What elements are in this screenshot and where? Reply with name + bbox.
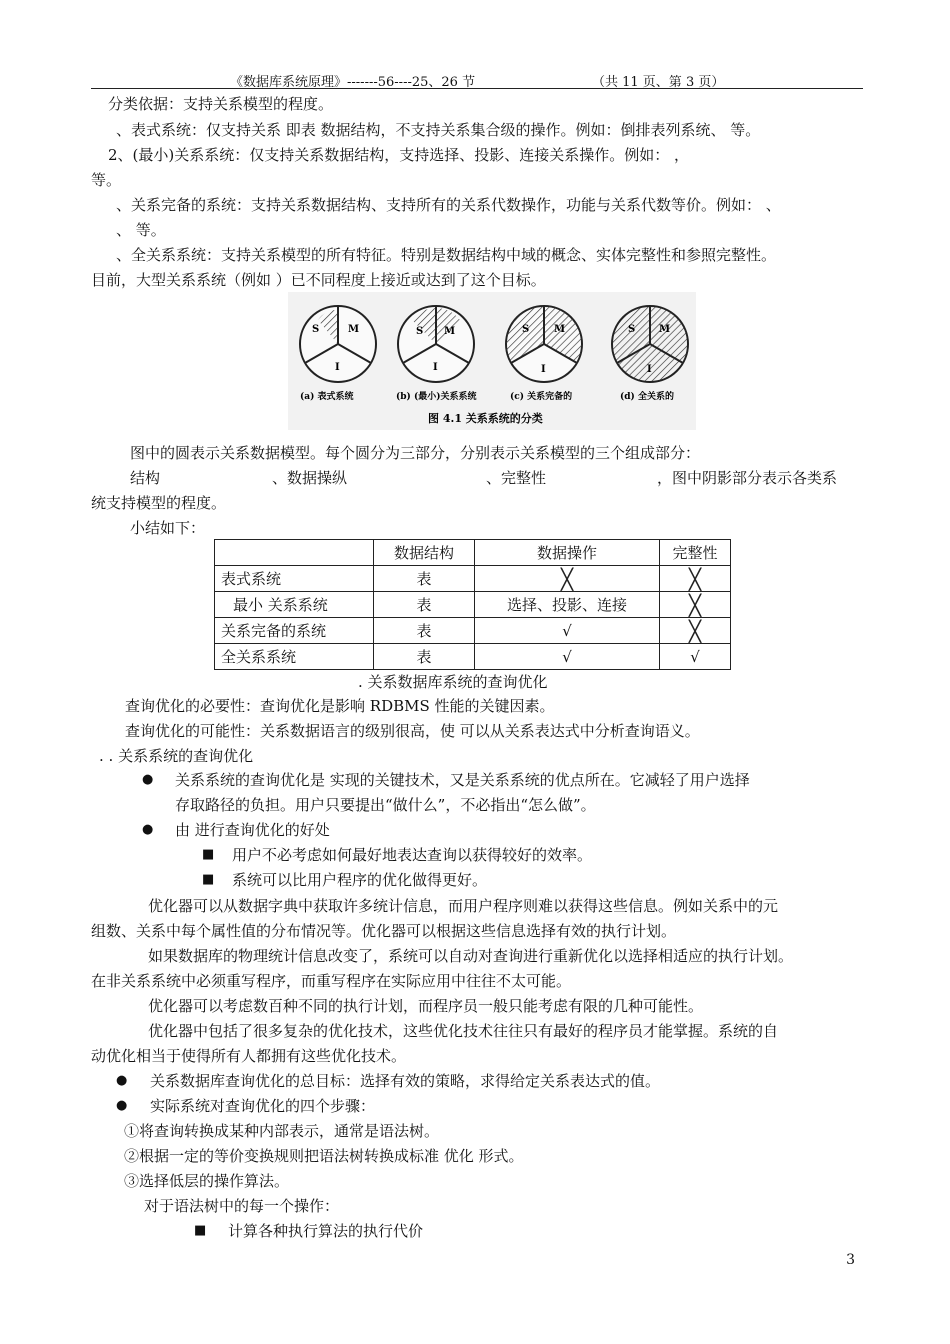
table-cell: ╳ [660,592,731,618]
figure-explanation-end: 统支持模型的程度。 [91,494,227,512]
summary-table [214,539,731,670]
table-cell: √ [475,644,660,670]
bullet-optimization-key: 关系系统的查询优化是 实现的关键技术，又是关系系统的优点所在。它减轻了用户选择 [175,771,750,789]
bullet-dot-icon: ● [116,1073,128,1088]
minimal-system-desc: 2、(最小)关系系统：仅支持关系数据结构，支持选择、投影、连接关系操作。例如： ， [108,146,690,164]
table-cell: 表 [374,644,475,670]
optimizer-stats-cont: 组数、关系中每个属性值的分布情况等。优化器可以根据这些信息选择有效的执行计划。 [91,922,677,940]
table-cell: 选择、投影、连接 [475,592,660,618]
benefit-user: 用户不必考虑如何最好地表达查询以获得较好的效率。 [232,846,593,864]
header-title: 《数据库系统原理》-------56----25、26 节 [230,75,476,90]
section-title: . 关系数据库系统的查询优化 [358,673,548,691]
relational-system-figure [288,292,696,430]
circle-a-i: I [335,362,340,373]
table-header-cell: 完整性 [660,540,731,566]
table-row [215,644,731,670]
minimal-system-desc-cont: 等。 [91,171,122,189]
table-cell: 最小 关系系统 [215,592,374,618]
subsection-title: . . 关系系统的查询优化 [99,747,254,765]
table-cell: 表 [374,592,475,618]
page-number: 3 [846,1252,855,1268]
table-cell: ╳ [660,566,731,592]
table-cell: √ [660,644,731,670]
caption-c: (c) 关系完备的 [510,392,573,402]
optimizer-plans: 优化器可以考虑数百种不同的执行计划，而程序员一般只能考虑有限的几种可能性。 [148,997,704,1015]
table-cell: 全关系系统 [215,644,374,670]
step-3: ③选择低层的操作算法。 [124,1172,290,1190]
circle-b-s: S [416,326,424,337]
figure-title: 图 4.1 关系系统的分类 [428,412,543,425]
optimizer-techniques-cont: 动优化相当于使得所有人都拥有这些优化技术。 [91,1047,407,1065]
step-1: ①将查询转换成某种内部表示，通常是语法树。 [124,1122,440,1140]
optimizer-reopt: 如果数据库的物理统计信息改变了，系统可以自动对查询进行重新优化以选择相适应的执行计划。 [148,947,794,965]
caption-a: (a) 表式系统 [300,392,354,402]
table-cell: 表式系统 [215,566,374,592]
circle-c-s: S [522,324,530,335]
summary-intro: 小结如下： [130,519,206,537]
complete-system-desc-cont: 、 等。 [116,221,166,239]
optimizer-stats: 优化器可以从数据字典中获取许多统计信息，而用户程序则难以获得这些信息。例如关系中的元 [148,897,779,915]
bullet-dot-icon: ● [142,822,154,837]
component-integrity: 、完整性 [486,469,547,487]
compute-cost: 计算各种执行算法的执行代价 [228,1222,424,1240]
circle-b-m: M [444,326,456,337]
table-cell: 关系完备的系统 [215,618,374,644]
bullet-benefits: 由 进行查询优化的好处 [175,821,330,839]
component-tail: ，图中阴影部分表示各类系 [657,469,838,487]
table-header-row [215,540,731,566]
each-operation: 对于语法树中的每一个操作： [144,1197,340,1215]
figure-explanation: 图中的圆表示关系数据模型。每个圆分为三部分，分别表示关系模型的三个组成部分： [130,444,701,462]
circle-d [612,306,688,382]
bullet-square-icon: ■ [202,847,215,862]
optimizer-reopt-cont: 在非关系系统中必须重写程序，而重写程序在实际应用中往往不太可能。 [91,972,572,990]
bullet-dot-icon: ● [116,1098,128,1113]
table-header-cell: 数据结构 [374,540,475,566]
table-row [215,618,731,644]
table-cell: √ [475,618,660,644]
table-cell: ╳ [475,566,660,592]
table-header-cell: 数据操作 [475,540,660,566]
bullet-square-icon: ■ [202,872,215,887]
optimization-goal: 关系数据库查询优化的总目标：选择有效的策略，求得给定关系表达式的值。 [150,1072,661,1090]
classification-basis: 分类依据：支持关系模型的程度。 [108,95,334,113]
bullet-optimization-key-cont: 存取路径的负担。用户只要提出“做什么”，不必指出“怎么做”。 [175,796,596,814]
full-system-desc: 、全关系系统：支持关系模型的所有特征。特别是数据结构中域的概念、实体完整性和参照完整性。 [116,246,777,264]
header-page-info: （共 11 页、第 3 页） [592,75,725,90]
circle-b [398,306,474,382]
complete-system-desc: 、关系完备的系统：支持关系数据结构、支持所有的关系代数操作，功能与关系代数等价。例如： 、 [116,196,781,214]
component-structure: 结构 [130,469,161,487]
table-row [215,592,731,618]
bullet-square-icon: ■ [194,1223,207,1238]
table-cell: 表 [374,566,475,592]
optimization-necessity: 查询优化的必要性：查询优化是影响 RDBMS 性能的关键因素。 [125,697,555,715]
caption-d: (d) 全关系的 [620,392,674,402]
circle-c [506,306,582,382]
header-divider [91,88,863,89]
circle-c-i: I [541,364,546,375]
table-system-desc: 、表式系统：仅支持关系 即表 数据结构，不支持关系集合级的操作。例如：倒排表列系统、 等。 [116,121,761,139]
table-cell: ╳ [660,618,731,644]
optimization-steps: 实际系统对查询优化的四个步骤： [150,1097,376,1115]
circle-b-i: I [433,362,438,373]
optimization-possibility: 查询优化的可能性：关系数据语言的级别很高，使 可以从关系表达式中分析查询语义。 [125,722,700,740]
table-cell: 表 [374,618,475,644]
circle-d-s: S [628,324,636,335]
component-operations: 、数据操纵 [272,469,348,487]
table-row [215,566,731,592]
circle-a-s: S [312,324,320,335]
circle-d-m: M [659,324,671,335]
circle-c-m: M [554,324,566,335]
step-2: ②根据一定的等价变换规则把语法树转换成标准 优化 形式。 [124,1147,524,1165]
optimizer-techniques: 优化器中包括了很多复杂的优化技术，这些优化技术往往只有最好的程序员才能掌握。系统的自 [148,1022,779,1040]
circle-a-m: M [348,324,360,335]
bullet-dot-icon: ● [142,772,154,787]
table-header-cell [215,540,374,566]
caption-b: (b) (最小)关系系统 [396,392,477,402]
circle-a [300,306,376,382]
benefit-system: 系统可以比用户程序的优化做得更好。 [232,871,488,889]
circle-d-i: I [647,364,652,375]
full-system-desc-cont: 目前，大型关系系统（例如 ）已不同程度上接近或达到了这个目标。 [91,271,546,289]
